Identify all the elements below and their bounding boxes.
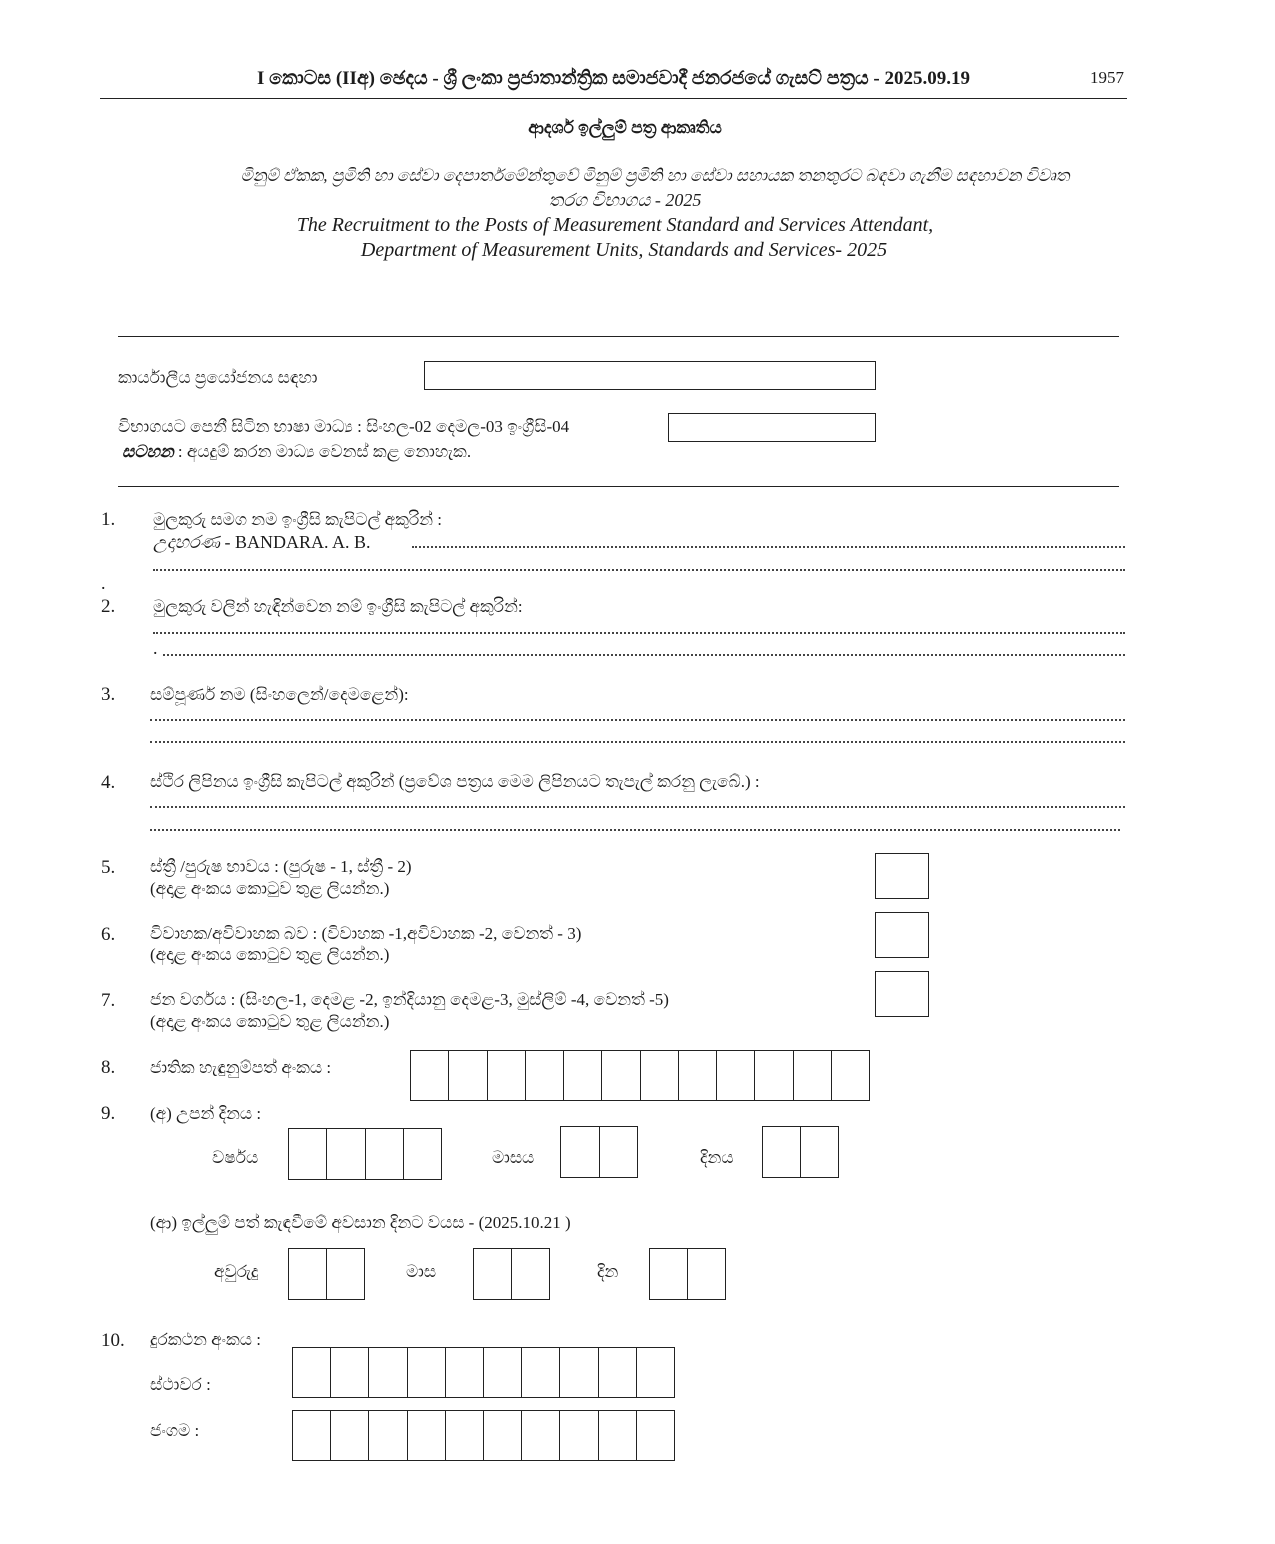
q1-example-prefix: උදාහරණ (153, 532, 220, 552)
nic-number-cells[interactable] (410, 1050, 870, 1101)
q7-number: 7. (101, 990, 116, 1011)
q8-number: 8. (101, 1057, 116, 1078)
gender-input-box[interactable] (875, 853, 929, 899)
age-years-cells[interactable] (288, 1248, 365, 1300)
office-section-top-rule (118, 336, 1119, 337)
q4-number: 4. (101, 772, 116, 793)
q1-answer-line-2[interactable] (153, 569, 1125, 571)
page-number: 1957 (1090, 68, 1124, 87)
nic-number-cells-cell[interactable] (831, 1051, 869, 1100)
phone-fixed-cells-cell[interactable] (483, 1348, 521, 1397)
q3-number: 3. (101, 684, 116, 705)
official-use-label: කාර්යාලීය ප්‍රයෝජනය සඳහා (118, 368, 318, 387)
official-use-box[interactable] (424, 361, 876, 390)
q1-label: මුලකුරු සමග නම ඉංග්‍රීසි කැපිටල් අකුරින් : (153, 510, 442, 529)
subtitle-en-line1: The Recruitment to the Posts of Measurement Standard and Services Attendant, (296, 214, 934, 236)
age-days-cells-cell[interactable] (650, 1249, 687, 1299)
dob-day-cells[interactable] (762, 1126, 839, 1178)
dob-month-cells-cell[interactable] (599, 1127, 638, 1177)
age-days-label: දින (597, 1262, 619, 1281)
phone-mobile-cells-cell[interactable] (636, 1411, 674, 1460)
phone-fixed-cells-cell[interactable] (559, 1348, 597, 1397)
q1-example-text: - BANDARA. A. B. (219, 532, 371, 552)
phone-mobile-cells-cell[interactable] (330, 1411, 368, 1460)
phone-fixed-cells-cell[interactable] (407, 1348, 445, 1397)
q1-number: 1. (101, 509, 116, 530)
form-heading: ආදර්ශ ඉල්ලුම් පත්‍ර ආකෘතිය (528, 118, 722, 137)
q6-label: විවාහක/අවිවාහක බව : (විවාහක -1,අවිවාහක -2, වෙනත් - 3) (150, 924, 582, 943)
nic-number-cells-cell[interactable] (411, 1051, 448, 1100)
dob-year-cells-cell[interactable] (326, 1129, 364, 1179)
q8-label: ජාතික හැඳුනුම්පත් අංකය : (150, 1058, 332, 1077)
q6-hint: (අදාළ අංකය කොටුව තුළ ලියන්න.) (150, 945, 390, 964)
q9b-label: (ආ) ඉල්ලුම් පත් කැඳවීමේ අවසාන දිනට වයස - (2025.10.21 ) (150, 1213, 571, 1232)
q1-answer-line-1[interactable] (412, 546, 1125, 548)
phone-mobile-cells-cell[interactable] (521, 1411, 559, 1460)
q2-line2-prefix: . (153, 638, 158, 658)
subtitle-si-line1: මිනුම් ඒකක, ප්‍රමිති හා සේවා දෙපාර්තමේන්තුවේ මිනුම් ප්‍රමිති හා සේවා සහායක තනතුරට බඳවා ගැනීම සඳහාවන විවෘත (240, 166, 1070, 185)
phone-fixed-label: ස්ථාවර : (150, 1375, 211, 1394)
header-rule (100, 98, 1127, 99)
q4-label: ස්ථිර ලිපිනය ඉංග්‍රීසි කැපිටල් අකුරින් (ප්‍රවේශ පත්‍රය මෙම ලිපිනයට තැපැල් කරනු ලැබේ.) : (150, 772, 760, 791)
phone-mobile-cells[interactable] (292, 1410, 675, 1461)
q3-label: සම්පූර්ණ නම (සිංහලෙන්/දෙමළෙන්): (150, 685, 409, 704)
q4-answer-line-2[interactable] (150, 829, 1120, 831)
q1-example (153, 532, 371, 553)
age-years-label: අවුරුදු (214, 1262, 259, 1281)
phone-mobile-cells-cell[interactable] (483, 1411, 521, 1460)
q9a-label: (අ) උපන් දිනය : (150, 1104, 262, 1123)
age-months-cells-cell[interactable] (474, 1249, 511, 1299)
q10-label: දුරකථන අංකය : (150, 1330, 261, 1349)
age-years-cells-cell[interactable] (289, 1249, 326, 1299)
nic-number-cells-cell[interactable] (487, 1051, 525, 1100)
phone-fixed-cells-cell[interactable] (521, 1348, 559, 1397)
stray-dot: . (101, 573, 106, 593)
phone-mobile-cells-cell[interactable] (559, 1411, 597, 1460)
dob-year-cells-cell[interactable] (403, 1129, 441, 1179)
subtitle-en-line2: Department of Measurement Units, Standards and Services- 2025 (360, 239, 888, 261)
q10-number: 10. (101, 1330, 125, 1351)
nic-number-cells-cell[interactable] (793, 1051, 831, 1100)
q3-answer-line-1[interactable] (150, 719, 1125, 721)
dob-day-label: දිනය (700, 1148, 734, 1167)
phone-mobile-cells-cell[interactable] (407, 1411, 445, 1460)
dob-month-cells-cell[interactable] (561, 1127, 599, 1177)
age-months-cells-cell[interactable] (511, 1249, 549, 1299)
phone-fixed-cells-cell[interactable] (598, 1348, 636, 1397)
gazette-header-title: I කොටස (IIඅ) ඡෙදය - ශ්‍රී ලංකා ප්‍රජාතාන්ත්‍රික සමාජවාදී ජනරජයේ ගැසට් පත්‍රය - 2025.09.19 (257, 68, 970, 89)
nic-number-cells-cell[interactable] (754, 1051, 792, 1100)
medium-note (122, 442, 471, 462)
nic-number-cells-cell[interactable] (448, 1051, 486, 1100)
exam-medium-label: විභාගයට පෙනී සිටින භාෂා මාධ්‍ය : සිංහල-02 දෙමල-03 ඉංග්‍රීසි-04 (118, 417, 570, 436)
age-months-cells[interactable] (473, 1248, 550, 1300)
dob-month-label: මාසය (492, 1148, 535, 1167)
q4-answer-line-1[interactable] (150, 806, 1125, 808)
phone-fixed-cells[interactable] (292, 1347, 675, 1398)
ethnicity-input-box[interactable] (875, 971, 929, 1017)
nic-number-cells-cell[interactable] (563, 1051, 601, 1100)
q5-label: ස්ත්‍රී /පුරුෂ භාවය : (පුරුෂ - 1, ස්ත්‍රී - 2) (150, 857, 412, 876)
dob-month-cells[interactable] (560, 1126, 638, 1178)
dob-year-cells-cell[interactable] (289, 1129, 326, 1179)
q9-number: 9. (101, 1103, 116, 1124)
exam-medium-box[interactable] (668, 413, 876, 442)
age-months-label: මාස (406, 1262, 437, 1281)
dob-day-cells-cell[interactable] (763, 1127, 800, 1177)
age-days-cells-cell[interactable] (687, 1249, 725, 1299)
dob-year-cells-cell[interactable] (365, 1129, 403, 1179)
q2-label: මුලකුරු වලින් හැඳින්වෙන නම් ඉංග්‍රීසි කැපිටල් අකුරින්: (153, 597, 523, 616)
q2-number: 2. (101, 596, 116, 617)
phone-mobile-label: ජංගම : (150, 1421, 200, 1440)
phone-fixed-cells-cell[interactable] (368, 1348, 406, 1397)
phone-fixed-cells-cell[interactable] (293, 1348, 330, 1397)
nic-number-cells-cell[interactable] (716, 1051, 754, 1100)
q3-answer-line-2[interactable] (150, 741, 1125, 743)
dob-year-label: වර්ෂය (212, 1148, 259, 1167)
phone-fixed-cells-cell[interactable] (445, 1348, 483, 1397)
phone-mobile-cells-cell[interactable] (293, 1411, 330, 1460)
age-days-cells[interactable] (649, 1248, 726, 1300)
phone-fixed-cells-cell[interactable] (330, 1348, 368, 1397)
phone-fixed-cells-cell[interactable] (636, 1348, 674, 1397)
civil-status-input-box[interactable] (875, 912, 929, 958)
q2-answer-line-1[interactable] (153, 632, 1125, 634)
note-label: සටහන (122, 442, 174, 461)
phone-mobile-cells-cell[interactable] (598, 1411, 636, 1460)
dob-day-cells-cell[interactable] (800, 1127, 838, 1177)
q5-hint: (අදාළ අංකය කොටුව තුළ ලියන්න.) (150, 879, 390, 898)
note-text: : අයදුම් කරන මාධ්‍ය වෙනස් කළ නොහැක. (173, 442, 472, 461)
nic-number-cells-cell[interactable] (640, 1051, 678, 1100)
q7-label: ජන වර්ගය : (සිංහල-1, දෙමළ -2, ඉන්දියානු දෙමළ-3, මුස්ලිම් -4, වෙනත් -5) (150, 990, 669, 1009)
subtitle-si-line2: තරග විභාගය - 2025 (548, 190, 702, 210)
q7-hint: (අදාළ අංකය කොටුව තුළ ලියන්න.) (150, 1012, 390, 1031)
nic-number-cells-cell[interactable] (678, 1051, 716, 1100)
nic-number-cells-cell[interactable] (601, 1051, 639, 1100)
nic-number-cells-cell[interactable] (525, 1051, 563, 1100)
phone-mobile-cells-cell[interactable] (445, 1411, 483, 1460)
q2-answer-line-2[interactable] (163, 654, 1125, 656)
phone-mobile-cells-cell[interactable] (368, 1411, 406, 1460)
dob-year-cells[interactable] (288, 1128, 442, 1180)
q6-number: 6. (101, 924, 116, 945)
q5-number: 5. (101, 857, 116, 878)
age-years-cells-cell[interactable] (326, 1249, 364, 1299)
office-section-bottom-rule (118, 486, 1119, 487)
